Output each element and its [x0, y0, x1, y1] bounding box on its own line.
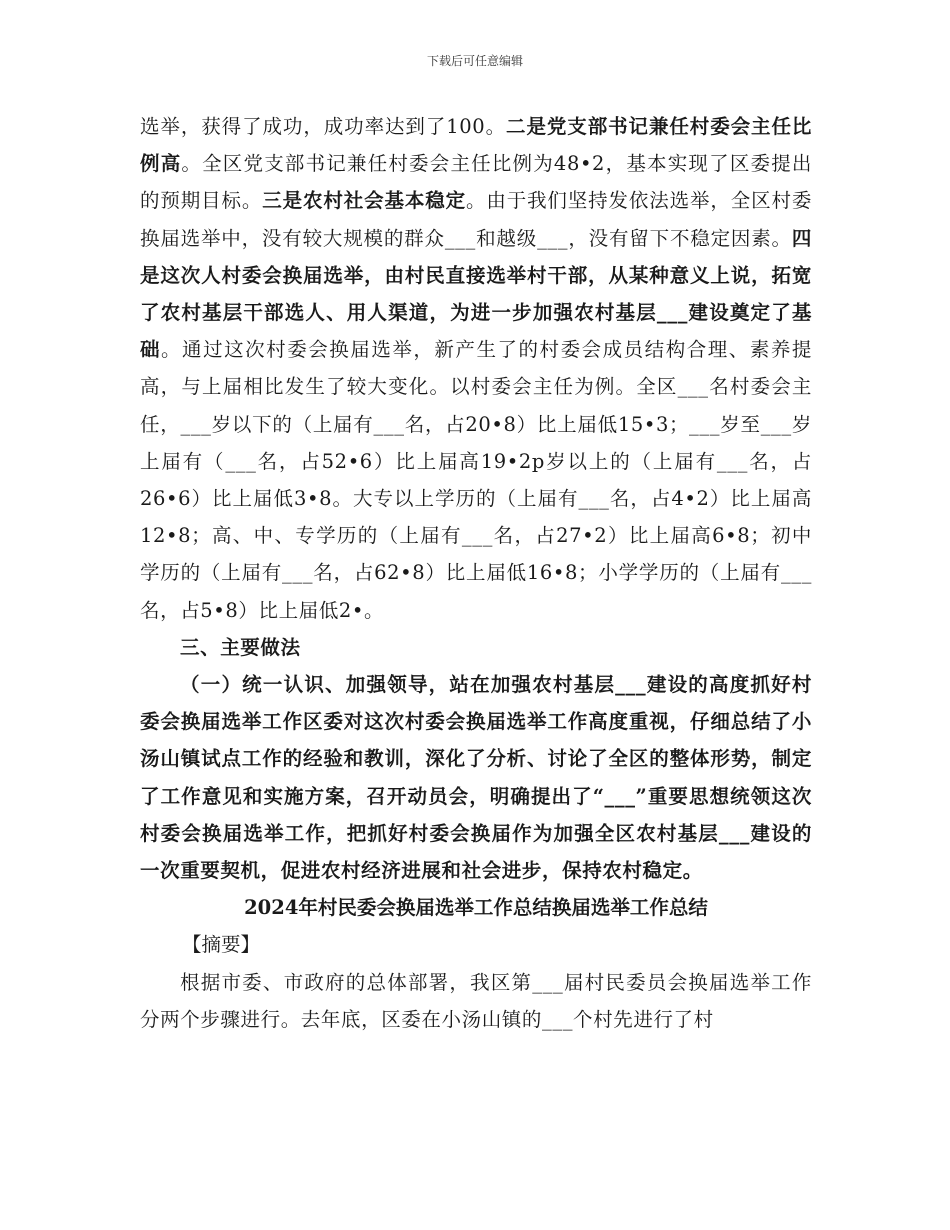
text-run: 。全区党支部书记兼任村委会主任比例为48•2，基本实现了区委提出的预期目标。 [140, 152, 813, 213]
document-title: 2024年村民委会换届选举工作总结换届选举工作总结 [244, 896, 708, 920]
section-item-1: （一）统一认识、加强领导，站在加强农村基层___建设的高度抓好村委会换届选举工作区委对这次村委会换届选举工作高度重视，仔细总结了小汤山镇试点工作的经验和教训，深化了分析、讨论了全区的整体形势，制定了工作意见和实施方案，召开动员会，明确提出了“___”重要思想统领这次村委会换届选举工作，把抓好村委会换届作为加强全区农村基层___建设的一次重要契机，促进农村经济进展和社会进步，保持农村稳定。 [140, 673, 812, 883]
section-heading: 三、主要做法 [180, 635, 301, 659]
page-header: 下载后可任意编辑 [426, 54, 523, 68]
bold-point-four: 四是这次人村委会换届选举，由村民直接选举村干部，从某种意义上说，拓宽了农村基层干部选人、用人渠道，为进一步加强农村基层___建设奠定了基础 [140, 226, 812, 362]
bold-point-two: 二是党支部书记兼任村委会主任比例高 [140, 115, 812, 176]
paragraph-results [140, 108, 812, 629]
document-body [140, 108, 812, 1038]
abstract-paragraph: 根据市委、市政府的总体部署，我区第___届村民委员会换届选举工作分两个步骤进行。去年底，区委在小汤山镇的___个村先进行了村 [140, 970, 812, 1031]
bold-point-three: 三是农村社会基本稳定 [262, 189, 466, 213]
text-run: 选举，获得了成功，成功率达到了100。 [140, 115, 507, 138]
text-run: 。由于我们坚持发依法选举，全区村委换届选举中，没有较大规模的群众___和越级___，没有留下不稳定因素。 [140, 189, 812, 250]
text-run: 。通过这次村委会换届选举，新产生了的村委会成员结构合理、素养提高，与上届相比发生了较大变化。以村委会主任为例。全区___名村委会主任，___岁以下的（上届有___名，占20•8）比上届低15•3；___岁至___岁上届有（___名，占52•6）比上届高19•2p岁以上的（上届有___名，占26•6）比上届低3•8。大专以上学历的（上届有___名，占4•2）比上届高12•8；高、中、专学历的（上届有___名，占27•2）比上届高6•8；初中学历的（上届有___名，占62•8）比上届低16•8；小学学历的（上届有___名，占5•8）比上届低2•。 [140, 338, 812, 622]
abstract-heading: 【摘要】 [182, 933, 261, 957]
